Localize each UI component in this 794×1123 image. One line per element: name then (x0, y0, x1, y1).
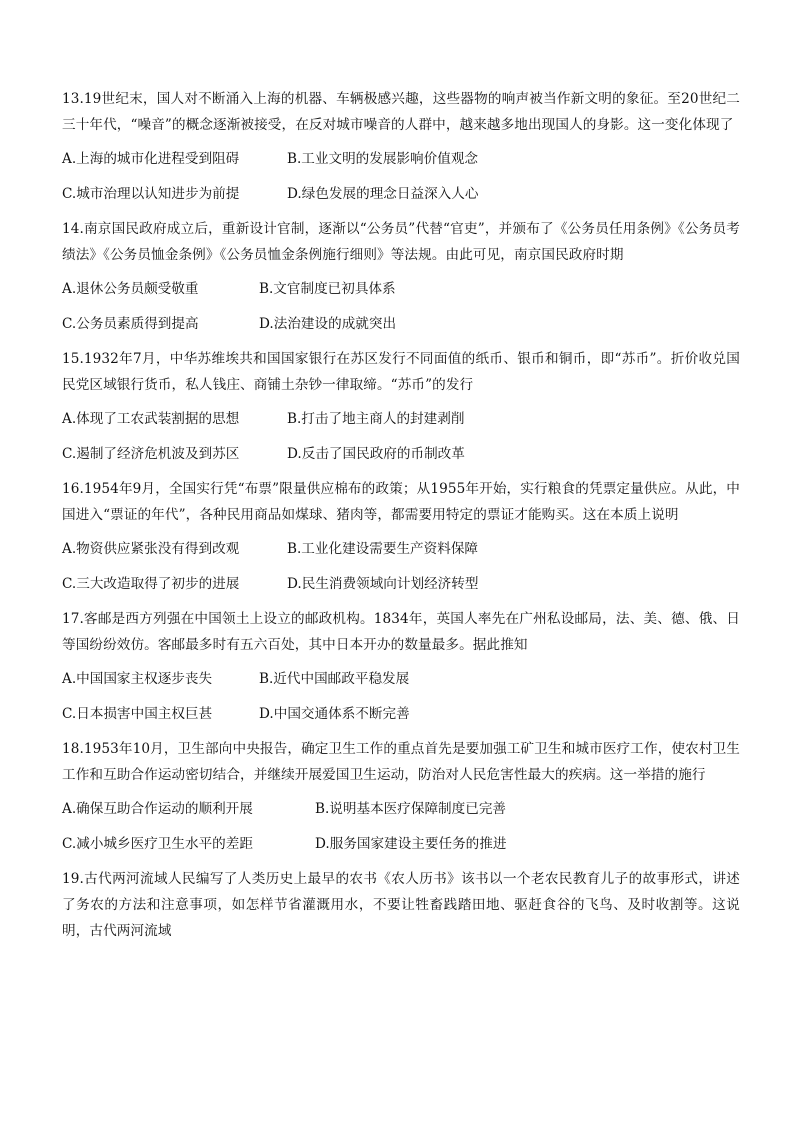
exam-page (62, 86, 740, 944)
question-stem: 19.古代两河流域人民编写了人类历史上最早的农书《农人历书》该书以一个老农民教育儿子的故事形式，讲述了务农的方法和注意事项，如怎样节省灌溉用水，不要让牲畜践踏田地、驱赶食谷的飞鸟、及时收割等。这说明，古代两河流域 (62, 871, 740, 939)
option-b: B.工业文明的发展影响价值观念 (287, 151, 479, 167)
option-b: B.打击了地主商人的封建剥削 (287, 411, 465, 427)
option-row (62, 311, 740, 337)
option-d: D.中国交通体系不断完善 (259, 706, 410, 722)
question-13 (62, 86, 740, 207)
question-stem: 15.1932年7月，中华苏维埃共和国国家银行在苏区发行不同面值的纸币、银币和铜币，即“苏币”。折价收兑国民党区域银行货币，私人钱庄、商铺土杂钞一律取缔。“苏币”的发行 (62, 351, 740, 393)
option-a: A.确保互助合作运动的顺利开展 (62, 801, 253, 817)
option-d: D.民生消费领域向计划经济转型 (287, 576, 479, 592)
option-a: A.中国国家主权逐步丧失 (62, 671, 213, 687)
option-row (62, 441, 740, 467)
option-d: D.反击了国民政府的币制改革 (287, 446, 465, 462)
option-d: D.法治建设的成就突出 (259, 316, 397, 332)
question-15 (62, 346, 740, 467)
question-17 (62, 606, 740, 727)
option-c: C.公务员素质得到提高 (62, 316, 199, 332)
option-row (62, 796, 740, 822)
option-row (62, 536, 740, 562)
option-row (62, 666, 740, 692)
option-a: A.上海的城市化进程受到阻碍 (62, 151, 240, 167)
question-stem: 18.1953年10月，卫生部向中央报告，确定卫生工作的重点首先是要加强工矿卫生和城市医疗工作，使农村卫生工作和互助合作运动密切结合，并继续开展爱国卫生运动，防治对人民危害性最大的疾病。这一举措的施行 (62, 741, 740, 783)
option-c: C.三大改造取得了初步的进展 (62, 576, 240, 592)
option-row (62, 146, 740, 172)
option-b: B.说明基本医疗保障制度已完善 (315, 801, 507, 817)
question-14 (62, 216, 740, 337)
option-row (62, 276, 740, 302)
question-19 (62, 866, 740, 944)
option-row (62, 571, 740, 597)
option-c: C.城市治理以认知进步为前提 (62, 186, 240, 202)
question-18 (62, 736, 740, 857)
option-a: A.物资供应紧张没有得到改观 (62, 541, 240, 557)
option-b: B.近代中国邮政平稳发展 (259, 671, 410, 687)
question-stem: 14.南京国民政府成立后，重新设计官制，逐渐以“公务员”代替“官吏”，并颁布了《公务员任用条例》《公务员考绩法》《公务员恤金条例》《公务员恤金条例施行细则》等法规。由此可见，南京国民政府时期 (62, 221, 740, 263)
option-c: C.遏制了经济危机波及到苏区 (62, 446, 240, 462)
option-d: D.绿色发展的理念日益深入人心 (287, 186, 479, 202)
option-row (62, 701, 740, 727)
option-a: A.退休公务员颇受敬重 (62, 281, 199, 297)
option-c: C.减小城乡医疗卫生水平的差距 (62, 836, 253, 852)
option-a: A.体现了工农武装割据的思想 (62, 411, 240, 427)
option-row (62, 181, 740, 207)
option-row (62, 831, 740, 857)
option-d: D.服务国家建设主要任务的推进 (315, 836, 507, 852)
option-b: B.文官制度已初具体系 (259, 281, 396, 297)
question-stem: 16.1954年9月，全国实行凭“布票”限量供应棉布的政策；从1955年开始，实行粮食的凭票定量供应。从此，中国进入“票证的年代”，各种民用商品如煤球、猪肉等，都需要用特定的票证才能购买。这在本质上说明 (62, 481, 740, 523)
option-c: C.日本损害中国主权巨甚 (62, 706, 213, 722)
question-stem: 17.客邮是西方列强在中国领土上设立的邮政机构。1834年，英国人率先在广州私设邮局，法、美、德、俄、日等国纷纷效仿。客邮最多时有五六百处，其中日本开办的数量最多。据此推知 (62, 611, 740, 653)
question-16 (62, 476, 740, 597)
option-b: B.工业化建设需要生产资料保障 (287, 541, 479, 557)
question-stem: 13.19世纪末，国人对不断涌入上海的机器、车辆极感兴趣，这些器物的响声被当作新文明的象征。至20世纪二三十年代，“噪音”的概念逐渐被接受，在反对城市噪音的人群中，越来越多地出现国人的身影。这一变化体现了 (62, 91, 740, 133)
option-row (62, 406, 740, 432)
